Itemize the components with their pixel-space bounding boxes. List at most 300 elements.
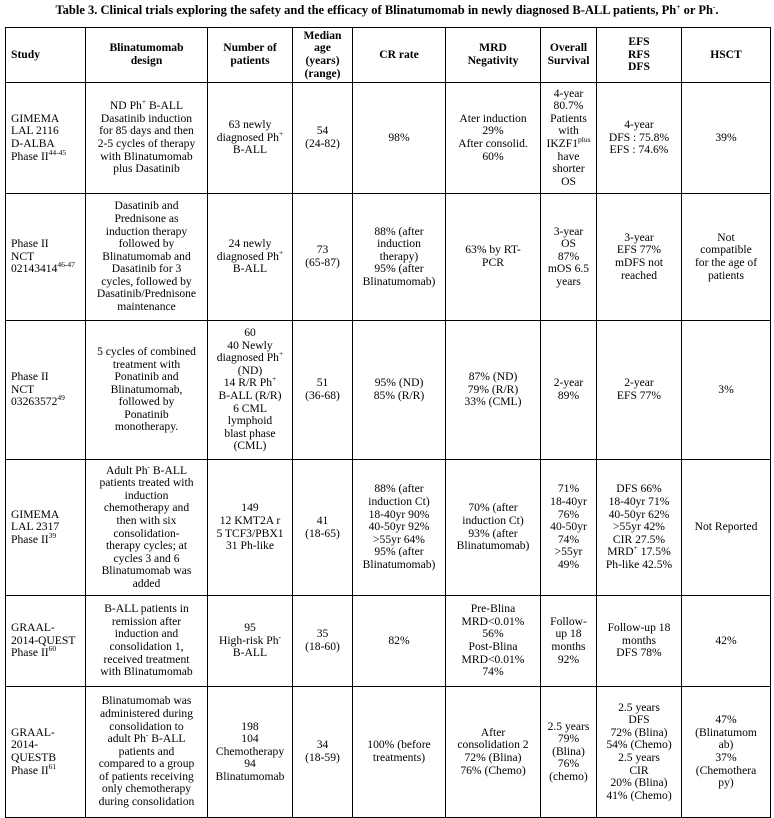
cell-text: 40-50yr 62% [608, 507, 670, 521]
cell-line [600, 647, 678, 660]
cell-text: 41% (Chemo) [606, 788, 672, 802]
cell-text: Phase II [11, 370, 49, 384]
cell-text: Ater induction [459, 111, 527, 125]
superscript: + [272, 374, 277, 384]
cell-cr-rate [353, 596, 446, 687]
cell-text: induction Ct) [462, 513, 524, 527]
cell-line [544, 559, 593, 572]
cell-text: 74% [557, 532, 580, 546]
cell-text: Ph-like 42.5% [605, 557, 673, 571]
cell-text: chemotherapy and [103, 501, 190, 515]
table-row [6, 321, 771, 460]
cell-text: 5 TCF3/PBX1 [216, 526, 284, 540]
cell-text: 89% [557, 389, 580, 402]
cell-text: Follow-up 18 [607, 621, 671, 635]
cell-text: cycles 3 and 6 [113, 551, 180, 565]
cell-line [600, 559, 678, 572]
cell-line [296, 138, 349, 151]
cell-text: compared to a group [98, 757, 195, 771]
cell-text: (Chemothera [695, 763, 757, 777]
cell-cr-rate [353, 194, 446, 321]
cell-text: 39% [715, 130, 737, 144]
cell-text: compatible [700, 243, 752, 257]
header-design [86, 28, 208, 83]
table-caption [0, 2, 774, 18]
cell-text: 76% (Chemo) [460, 763, 526, 777]
cell-text: 2-year [553, 376, 584, 390]
cell-text: Ponatinib [124, 407, 169, 421]
cell-text: 82% [388, 633, 410, 647]
cell-text: maintenance [117, 300, 176, 314]
cell-text: 34 [316, 738, 329, 752]
cell-line [685, 777, 767, 790]
cell-line [449, 666, 537, 679]
cell-text: 198 [241, 719, 259, 733]
header-line: Blinatumomab [109, 41, 184, 55]
cell-text: patients treated with [99, 476, 194, 490]
header-line: HSCT [710, 47, 742, 61]
cell-hsct [682, 194, 771, 321]
cell-text: LAL 2116 [11, 124, 59, 138]
cell-text: MRD<0.01% [461, 614, 525, 628]
cell-text: 88% (after [374, 224, 424, 238]
cell-text: received treatment [103, 652, 190, 666]
cell-text: for 85 days and then [99, 124, 194, 138]
cell-text: 85% (R/R) [373, 389, 425, 402]
header-age [293, 28, 353, 83]
cell-text: 14 R/R Ph [223, 376, 273, 390]
cell-text: DFS 66% [616, 482, 662, 496]
cell-text: 2.5 years [547, 719, 590, 733]
cell-text: treatments) [372, 751, 426, 764]
cell-text: induction Ct) [368, 495, 430, 509]
cell-text: 20% (Blina) [610, 776, 668, 790]
cell-text: 2-year [624, 376, 654, 390]
cell-design [86, 83, 208, 194]
cell-text: Chemotherapy [215, 744, 285, 758]
header-study [6, 28, 86, 83]
cell-text: IKZF1 [546, 137, 579, 150]
cell-text: Not [717, 230, 735, 244]
table-row [6, 83, 771, 194]
cell-text: Pre-Blina [470, 602, 516, 616]
cell-text: adult Ph [107, 732, 146, 746]
cell-text: 5 cycles of combined [97, 344, 196, 358]
cell-design [86, 194, 208, 321]
cell-line [296, 390, 349, 403]
cell-text: 3-year [553, 224, 584, 238]
cell-line [685, 635, 767, 648]
cell-line [449, 540, 537, 553]
superscript: + [278, 247, 284, 257]
cell-text: 35 [316, 627, 329, 641]
cell-study [6, 83, 86, 194]
cell-median-age [293, 83, 353, 194]
header-row [6, 28, 771, 83]
cell-text: 33% (CML) [464, 395, 522, 409]
caption-sup-minus: - [712, 1, 716, 11]
cell-text: (24-82) [305, 137, 340, 150]
cell-hsct [682, 596, 771, 687]
cell-text: 60% [482, 149, 504, 163]
cell-design [86, 687, 208, 818]
table-row [6, 687, 771, 818]
cell-text: 104 [241, 732, 259, 746]
cell-text: 149 [241, 501, 259, 515]
header-line: Number of [223, 41, 277, 55]
cell-text: B-ALL [232, 262, 268, 276]
cell-text: administered during [99, 706, 194, 720]
cell-text: EFS 77% [616, 389, 662, 402]
cell-text: GIMEMA [11, 111, 60, 125]
cell-text: 63% by RT- [465, 243, 521, 257]
superscript: 49 [57, 393, 65, 403]
cell-text: 6 CML [233, 401, 267, 415]
superscript: - [278, 631, 282, 641]
cell-text: (CML) [233, 439, 267, 453]
cell-text: (Blina) [552, 744, 585, 758]
cell-line [211, 540, 289, 553]
superscript: - [147, 461, 151, 471]
cell-line [11, 644, 82, 660]
cell-text: consolidation 1, [109, 640, 184, 653]
cell-text: 95% (after [374, 545, 424, 559]
cell-text: Phase II [11, 646, 49, 660]
cell-efs-rfs-dfs [597, 687, 682, 818]
cell-text: patients [707, 268, 745, 282]
cell-median-age [293, 596, 353, 687]
cell-text: 42% [715, 633, 737, 647]
header-line: CR rate [379, 47, 419, 61]
cell-text: induction [124, 488, 169, 502]
cell-line [211, 440, 289, 453]
cell-line [89, 163, 204, 176]
cell-design [86, 321, 208, 460]
cell-text: 4-year [624, 118, 654, 132]
cell-text: 79% [557, 732, 580, 746]
superscript: 46-47 [57, 260, 75, 270]
cell-hsct [682, 687, 771, 818]
cell-text: 12 KMT2A r [219, 513, 281, 527]
cell-text: mOS 6.5 [547, 262, 590, 276]
cell-text: 41 [316, 513, 329, 527]
caption-text: Clinical trials exploring the safety and the efficacy of Blinatumomab in newly diagnosed B-ALL patients, Ph [97, 3, 677, 17]
cell-efs-rfs-dfs [597, 194, 682, 321]
superscript: + [278, 349, 284, 359]
cell-text: After [480, 725, 506, 739]
cell-text: 3% [718, 382, 734, 396]
cell-text: >55yr [554, 545, 583, 559]
superscript: plus [578, 135, 591, 145]
cell-median-age [293, 321, 353, 460]
superscript: + [633, 543, 638, 553]
cell-text: 94 [244, 757, 256, 771]
cell-text: remission after [111, 614, 182, 628]
cell-text: 95 [244, 621, 256, 635]
cell-text: (18-59) [305, 751, 340, 764]
cell-text: up 18 [555, 627, 582, 641]
cell-study [6, 321, 86, 460]
cell-text: diagnosed Ph [216, 249, 279, 263]
cell-line [600, 270, 678, 283]
cell-line [544, 276, 593, 289]
cell-text: MRD<0.01% [461, 652, 525, 666]
cell-text: Dasatinib/Prednisone [96, 287, 197, 301]
cell-text: 80.7% [553, 99, 584, 113]
cell-overall-survival [541, 83, 597, 194]
header-line: Negativity [467, 54, 519, 67]
cell-overall-survival [541, 460, 597, 596]
cell-text: with Blinatumomab [100, 149, 193, 163]
cell-text: 95% (after [374, 262, 424, 276]
cell-text: DFS 78% [616, 646, 662, 660]
cell-text: added [132, 576, 161, 590]
cell-text: (ND) [237, 363, 263, 377]
cell-text: GRAAL- [11, 621, 55, 635]
cell-line [356, 132, 442, 145]
cell-cr-rate [353, 321, 446, 460]
cell-line [89, 578, 204, 591]
cell-text: Dasatinib induction [100, 111, 193, 125]
cell-line [356, 559, 442, 572]
cell-efs-rfs-dfs [597, 460, 682, 596]
cell-text: (Blinatumom [695, 725, 757, 739]
header-line: age [314, 41, 331, 55]
cell-study [6, 194, 86, 321]
cell-cr-rate [353, 83, 446, 194]
cell-text: NCT [11, 249, 35, 263]
cell-text: Adult Ph [105, 463, 148, 477]
cell-text: blast phase [224, 426, 276, 440]
header-hsct [682, 28, 771, 83]
cell-text: followed by [118, 395, 175, 409]
cell-mrd-negativity [446, 687, 541, 818]
superscript: 61 [48, 761, 57, 771]
cell-text: EFS : 74.6% [609, 143, 669, 157]
table-body [6, 83, 771, 818]
cell-line [685, 132, 767, 145]
cell-text: 100% (before [367, 738, 431, 752]
cell-text: then with six [116, 513, 177, 527]
cell-text: monotherapy. [114, 420, 179, 434]
cell-text: 72% (Blina) [610, 725, 668, 739]
cell-text: 70% (after [468, 501, 518, 515]
cell-text: 02143414 [11, 262, 58, 276]
cell-line [89, 796, 204, 809]
cell-text: CIR 27.5% [612, 532, 666, 546]
cell-text: After consolid. [458, 137, 528, 150]
header-line: Study [11, 47, 41, 61]
cell-overall-survival [541, 687, 597, 818]
cell-text: (65-87) [305, 256, 340, 269]
cell-line [89, 301, 204, 314]
cell-text: EFS 77% [616, 243, 662, 257]
cell-text: GRAAL- [11, 725, 55, 739]
cell-text: (18-60) [305, 640, 340, 653]
cell-cr-rate [353, 687, 446, 818]
cell-text: Phase II [11, 763, 49, 777]
cell-text: treatment with [112, 357, 181, 371]
cell-text: 98% [388, 130, 410, 144]
cell-overall-survival [541, 194, 597, 321]
header-line: MRD [479, 41, 507, 55]
cell-text: High-risk Ph [218, 633, 279, 647]
cell-text: Dasatinib for 3 [111, 262, 182, 276]
cell-patients [208, 83, 293, 194]
cell-mrd-negativity [446, 83, 541, 194]
cell-text: 2-5 cycles of therapy [97, 137, 196, 150]
cell-text: of patients receiving [99, 769, 194, 783]
cell-line [449, 257, 537, 270]
cell-text: Phase II [11, 149, 49, 163]
cell-text: Post-Blina [468, 640, 518, 653]
cell-text: diagnosed Ph [216, 351, 279, 365]
cell-line [296, 752, 349, 765]
cell-text: consolidation- [113, 526, 180, 540]
cell-text: 40-50yr 92% [368, 520, 430, 534]
cell-text: Prednisone as [114, 211, 179, 225]
cell-text: 87% [557, 249, 580, 263]
cell-line [296, 257, 349, 270]
cell-mrd-negativity [446, 321, 541, 460]
cell-text: 2014- [11, 738, 39, 752]
cell-text: 40-50yr [550, 520, 587, 534]
cell-line [600, 144, 678, 157]
cell-line [685, 384, 767, 397]
table-row [6, 460, 771, 596]
cell-text: Blinatumomab was [101, 694, 192, 708]
cell-text: 37% [715, 751, 737, 764]
cell-text: 76% [557, 757, 580, 771]
cell-efs-rfs-dfs [597, 83, 682, 194]
cell-text: 47% [715, 713, 737, 727]
cell-text: PCR [482, 256, 504, 269]
cell-text: have [557, 149, 580, 163]
cell-text: reached [620, 268, 658, 282]
cell-patients [208, 687, 293, 818]
cell-line [685, 521, 767, 534]
cell-text: only chemotherapy [101, 782, 192, 796]
cell-text: Blinatumomab [215, 769, 285, 783]
cell-text: 76% [557, 507, 580, 521]
cell-line [211, 771, 289, 784]
cell-text: 3-year [624, 230, 654, 244]
cell-text: Patients [550, 111, 587, 125]
header-line: EFS [628, 35, 650, 49]
cell-text: 54% (Chemo) [606, 738, 672, 752]
cell-text: 18-40yr 71% [608, 495, 670, 509]
cell-text: OS [561, 174, 576, 188]
header-line: Median [303, 28, 342, 42]
cell-line [685, 270, 767, 283]
cell-text: 18-40yr 90% [368, 507, 430, 521]
cell-text: 60 [244, 326, 256, 340]
cell-text: >55yr 42% [613, 520, 665, 534]
cell-text: lymphoid [227, 414, 273, 428]
header-line: patients [230, 54, 270, 67]
cell-line [449, 396, 537, 409]
cell-design [86, 460, 208, 596]
header-line: RFS [628, 47, 650, 61]
cell-text: 63 newly [228, 118, 272, 132]
caption-end: . [715, 3, 719, 17]
cell-hsct [682, 321, 771, 460]
cell-text: 95% (ND) [374, 376, 424, 390]
cell-line [544, 176, 593, 189]
cell-text: 88% (after [374, 482, 424, 496]
cell-text: with [558, 124, 579, 138]
caption-label: Table 3. [55, 3, 98, 17]
cell-patients [208, 194, 293, 321]
cell-text: 79% (R/R) [467, 382, 519, 396]
cell-text: py) [718, 776, 734, 790]
superscript: 39 [48, 530, 57, 540]
cell-text: 72% (Blina) [464, 751, 522, 764]
cell-text: 24 newly [228, 237, 272, 251]
cell-patients [208, 596, 293, 687]
cell-study [6, 687, 86, 818]
cell-line [11, 147, 82, 164]
cell-line [356, 752, 442, 765]
superscript: 60 [48, 644, 57, 654]
cell-text: DFS : 75.8% [608, 130, 670, 144]
cell-line [544, 771, 593, 784]
cell-text: patients and [118, 744, 175, 758]
cell-mrd-negativity [446, 596, 541, 687]
cell-text: ND Ph [109, 99, 142, 113]
cell-text: 29% [482, 124, 504, 138]
cell-text: Follow- [550, 614, 587, 628]
superscript: - [145, 730, 149, 740]
cell-text: CIR [629, 763, 649, 777]
cell-text: (chemo) [549, 769, 588, 783]
cell-text: years [556, 274, 581, 288]
cell-study [6, 596, 86, 687]
cell-text: B-ALL (R/R) [218, 389, 282, 402]
cell-text: Blinatumomab and [102, 249, 191, 263]
cell-text: 40 Newly [227, 338, 273, 352]
cell-line [449, 151, 537, 164]
cell-text: 51 [316, 376, 329, 390]
cell-text: MRD [607, 545, 634, 559]
header-line: Overall [549, 41, 588, 55]
cell-text: therapy) [379, 249, 419, 263]
cell-text: therapy cycles; at [105, 539, 188, 553]
cell-text: ab) [718, 738, 734, 752]
cell-text: 18-40yr [550, 495, 587, 509]
cell-median-age [293, 460, 353, 596]
cell-median-age [293, 194, 353, 321]
caption-mid: or Ph [680, 3, 713, 17]
cell-line [211, 144, 289, 157]
superscript: + [278, 128, 284, 138]
cell-text: 4-year [553, 86, 584, 100]
cell-text: (18-65) [305, 526, 340, 540]
header-efs-rfs-dfs [597, 28, 682, 83]
cell-text: Not Reported [694, 520, 758, 534]
cell-text: plus Dasatinib [113, 162, 180, 176]
cell-line [89, 421, 204, 434]
cell-line [356, 276, 442, 289]
cell-line [356, 635, 442, 648]
cell-line [211, 647, 289, 660]
caption-sup-plus: + [676, 1, 681, 11]
cell-text: 73 [316, 243, 329, 257]
cell-text: (36-68) [305, 389, 340, 402]
cell-text: 17.5% [637, 545, 671, 559]
cell-text: months [551, 640, 586, 653]
cell-text: for the age of [694, 256, 758, 269]
